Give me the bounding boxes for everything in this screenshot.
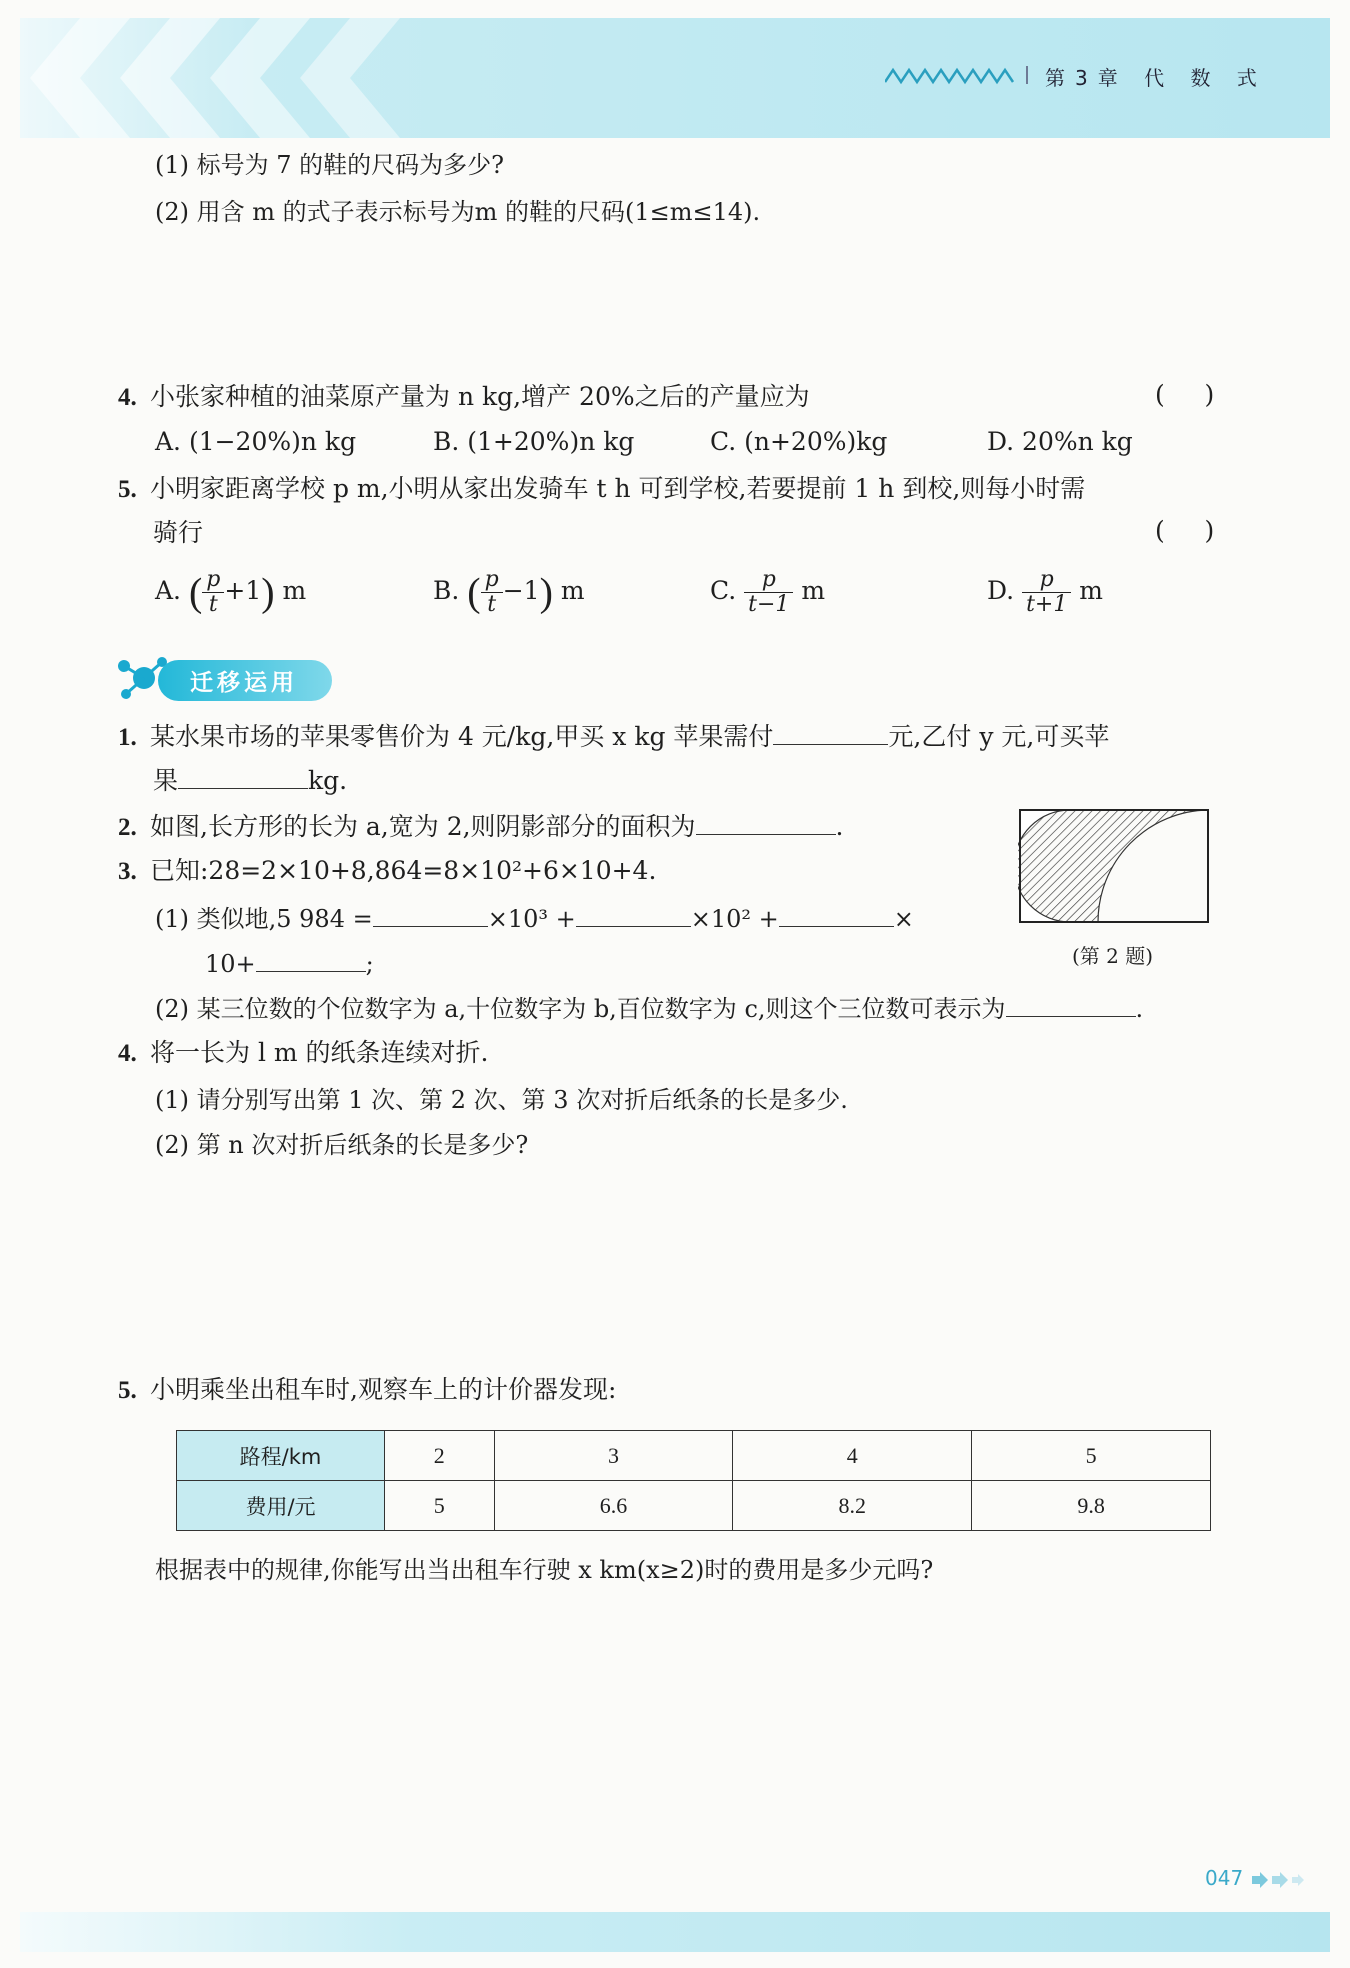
t2-stem: 2. 如图,长方形的长为 a,宽为 2,则阴影部分的面积为 . xyxy=(118,808,844,845)
section-title: 迁移运用 xyxy=(158,660,332,701)
q4-number: 4. xyxy=(118,384,137,411)
t4-number: 4. xyxy=(118,1040,137,1067)
t1-blank-weight[interactable] xyxy=(178,762,308,789)
t3-sub2: (2) 某三位数的个位数字为 a,十位数字为 b,百位数字为 c,则这个三位数可表示为 . xyxy=(155,990,1143,1026)
row-label-distance: 路程/km xyxy=(177,1431,385,1481)
fee-cell: 8.2 xyxy=(733,1481,972,1531)
q4-option-b: B. (1+20%)n kg xyxy=(433,427,635,456)
t3-stem: 3. 已知:28=2×10+8,864=8×10²+6×10+4. xyxy=(118,854,656,889)
q5-text-line1: 小明家距离学校 p m,小明从家出发骑车 t h 可到学校,若要提前 1 h 到校,则每小时需 xyxy=(150,474,1086,503)
footer-band xyxy=(20,1912,1330,1952)
t1-number: 1. xyxy=(118,724,137,751)
q5-option-b: B. ( $\frac{p}{t}$ −1) m xyxy=(433,567,585,617)
distance-cell: 5 xyxy=(972,1431,1211,1481)
t2-figure-caption: (第 2 题) xyxy=(1072,944,1154,968)
table-row-fee xyxy=(177,1481,1211,1531)
t2-blank-area[interactable] xyxy=(696,808,836,835)
distance-cell: 2 xyxy=(385,1431,495,1481)
row-label-fee: 费用/元 xyxy=(177,1481,385,1531)
continued-sub2: (2) 用含 m 的式子表示标号为m 的鞋的尺码(1≤m≤14). xyxy=(155,198,761,226)
t3-blank-hundreds[interactable] xyxy=(576,900,691,927)
t3-blank-expression[interactable] xyxy=(1006,990,1136,1017)
page-arrows-icon xyxy=(1252,1872,1304,1888)
distance-cell: 4 xyxy=(733,1431,972,1481)
t2-number: 2. xyxy=(118,814,137,841)
page-number: 047 xyxy=(1205,1866,1244,1890)
chapter-title: 第3章 代 数 式 xyxy=(1045,66,1267,90)
t3-blank-tens[interactable] xyxy=(779,900,894,927)
fee-cell: 6.6 xyxy=(494,1481,733,1531)
q4-stem xyxy=(118,380,810,415)
t3-blank-thousands[interactable] xyxy=(373,900,488,927)
t3-sub1-line2: 10+ ; xyxy=(205,945,374,981)
t4-sub2: (2) 第 n 次对折后纸条的长是多少? xyxy=(155,1131,529,1159)
q4-answer-bracket: ( ) xyxy=(1155,380,1215,409)
t2-rectangle-figure xyxy=(1018,808,1213,926)
q5-text-line2: 骑行 xyxy=(153,518,204,547)
q4-option-c: C. (n+20%)kg xyxy=(710,427,888,456)
continued-sub1: (1) 标号为 7 的鞋的尺码为多少? xyxy=(155,151,505,179)
fee-cell: 5 xyxy=(385,1481,495,1531)
fee-cell: 9.8 xyxy=(972,1481,1211,1531)
t3-number: 3. xyxy=(118,858,137,885)
q4-option-a: A. (1−20%)n kg xyxy=(155,427,357,456)
t5-number: 5. xyxy=(118,1377,137,1404)
q5-option-d: D. $\frac{p}{t+1}$ m xyxy=(987,567,1104,617)
t1-line2: 果 kg. xyxy=(153,762,347,798)
q4-option-d: D. 20%n kg xyxy=(987,427,1133,456)
q5-option-c: C. $\frac{p}{t-1}$ m xyxy=(710,567,826,617)
t3-sub1-line1: (1) 类似地,5 984 = ×10³ + ×10² + × xyxy=(155,900,914,936)
q5-answer-bracket: ( ) xyxy=(1155,516,1215,545)
distance-cell: 3 xyxy=(494,1431,733,1481)
t5-question: 根据表中的规律,你能写出当出租车行驶 x km(x≥2)时的费用是多少元吗? xyxy=(155,1556,934,1584)
fare-table xyxy=(176,1430,1211,1531)
q4-text: 小张家种植的油菜原产量为 n kg,增产 20%之后的产量应为 xyxy=(150,382,810,411)
t4-stem: 4. 将一长为 l m 的纸条连续对折. xyxy=(118,1036,489,1071)
t4-sub1: (1) 请分别写出第 1 次、第 2 次、第 3 次对折后纸条的长是多少. xyxy=(155,1086,848,1114)
table-row-distance xyxy=(177,1431,1211,1481)
t3-blank-ones[interactable] xyxy=(256,945,366,972)
q5-stem xyxy=(118,472,1085,507)
header-mountain-icon xyxy=(885,64,1035,86)
t5-stem: 5. 小明乘坐出租车时,观察车上的计价器发现: xyxy=(118,1373,616,1408)
t1-line1: 1. 某水果市场的苹果零售价为 4 元/kg,甲买 x kg 苹果需付 元,乙付 y 元,可买苹 xyxy=(118,718,1109,755)
t1-blank-cost[interactable] xyxy=(773,718,888,745)
q5-number: 5. xyxy=(118,476,137,503)
header-chevron-decoration xyxy=(20,18,440,138)
q5-option-a: A. ( $\frac{p}{t}$ +1) m xyxy=(155,567,307,617)
